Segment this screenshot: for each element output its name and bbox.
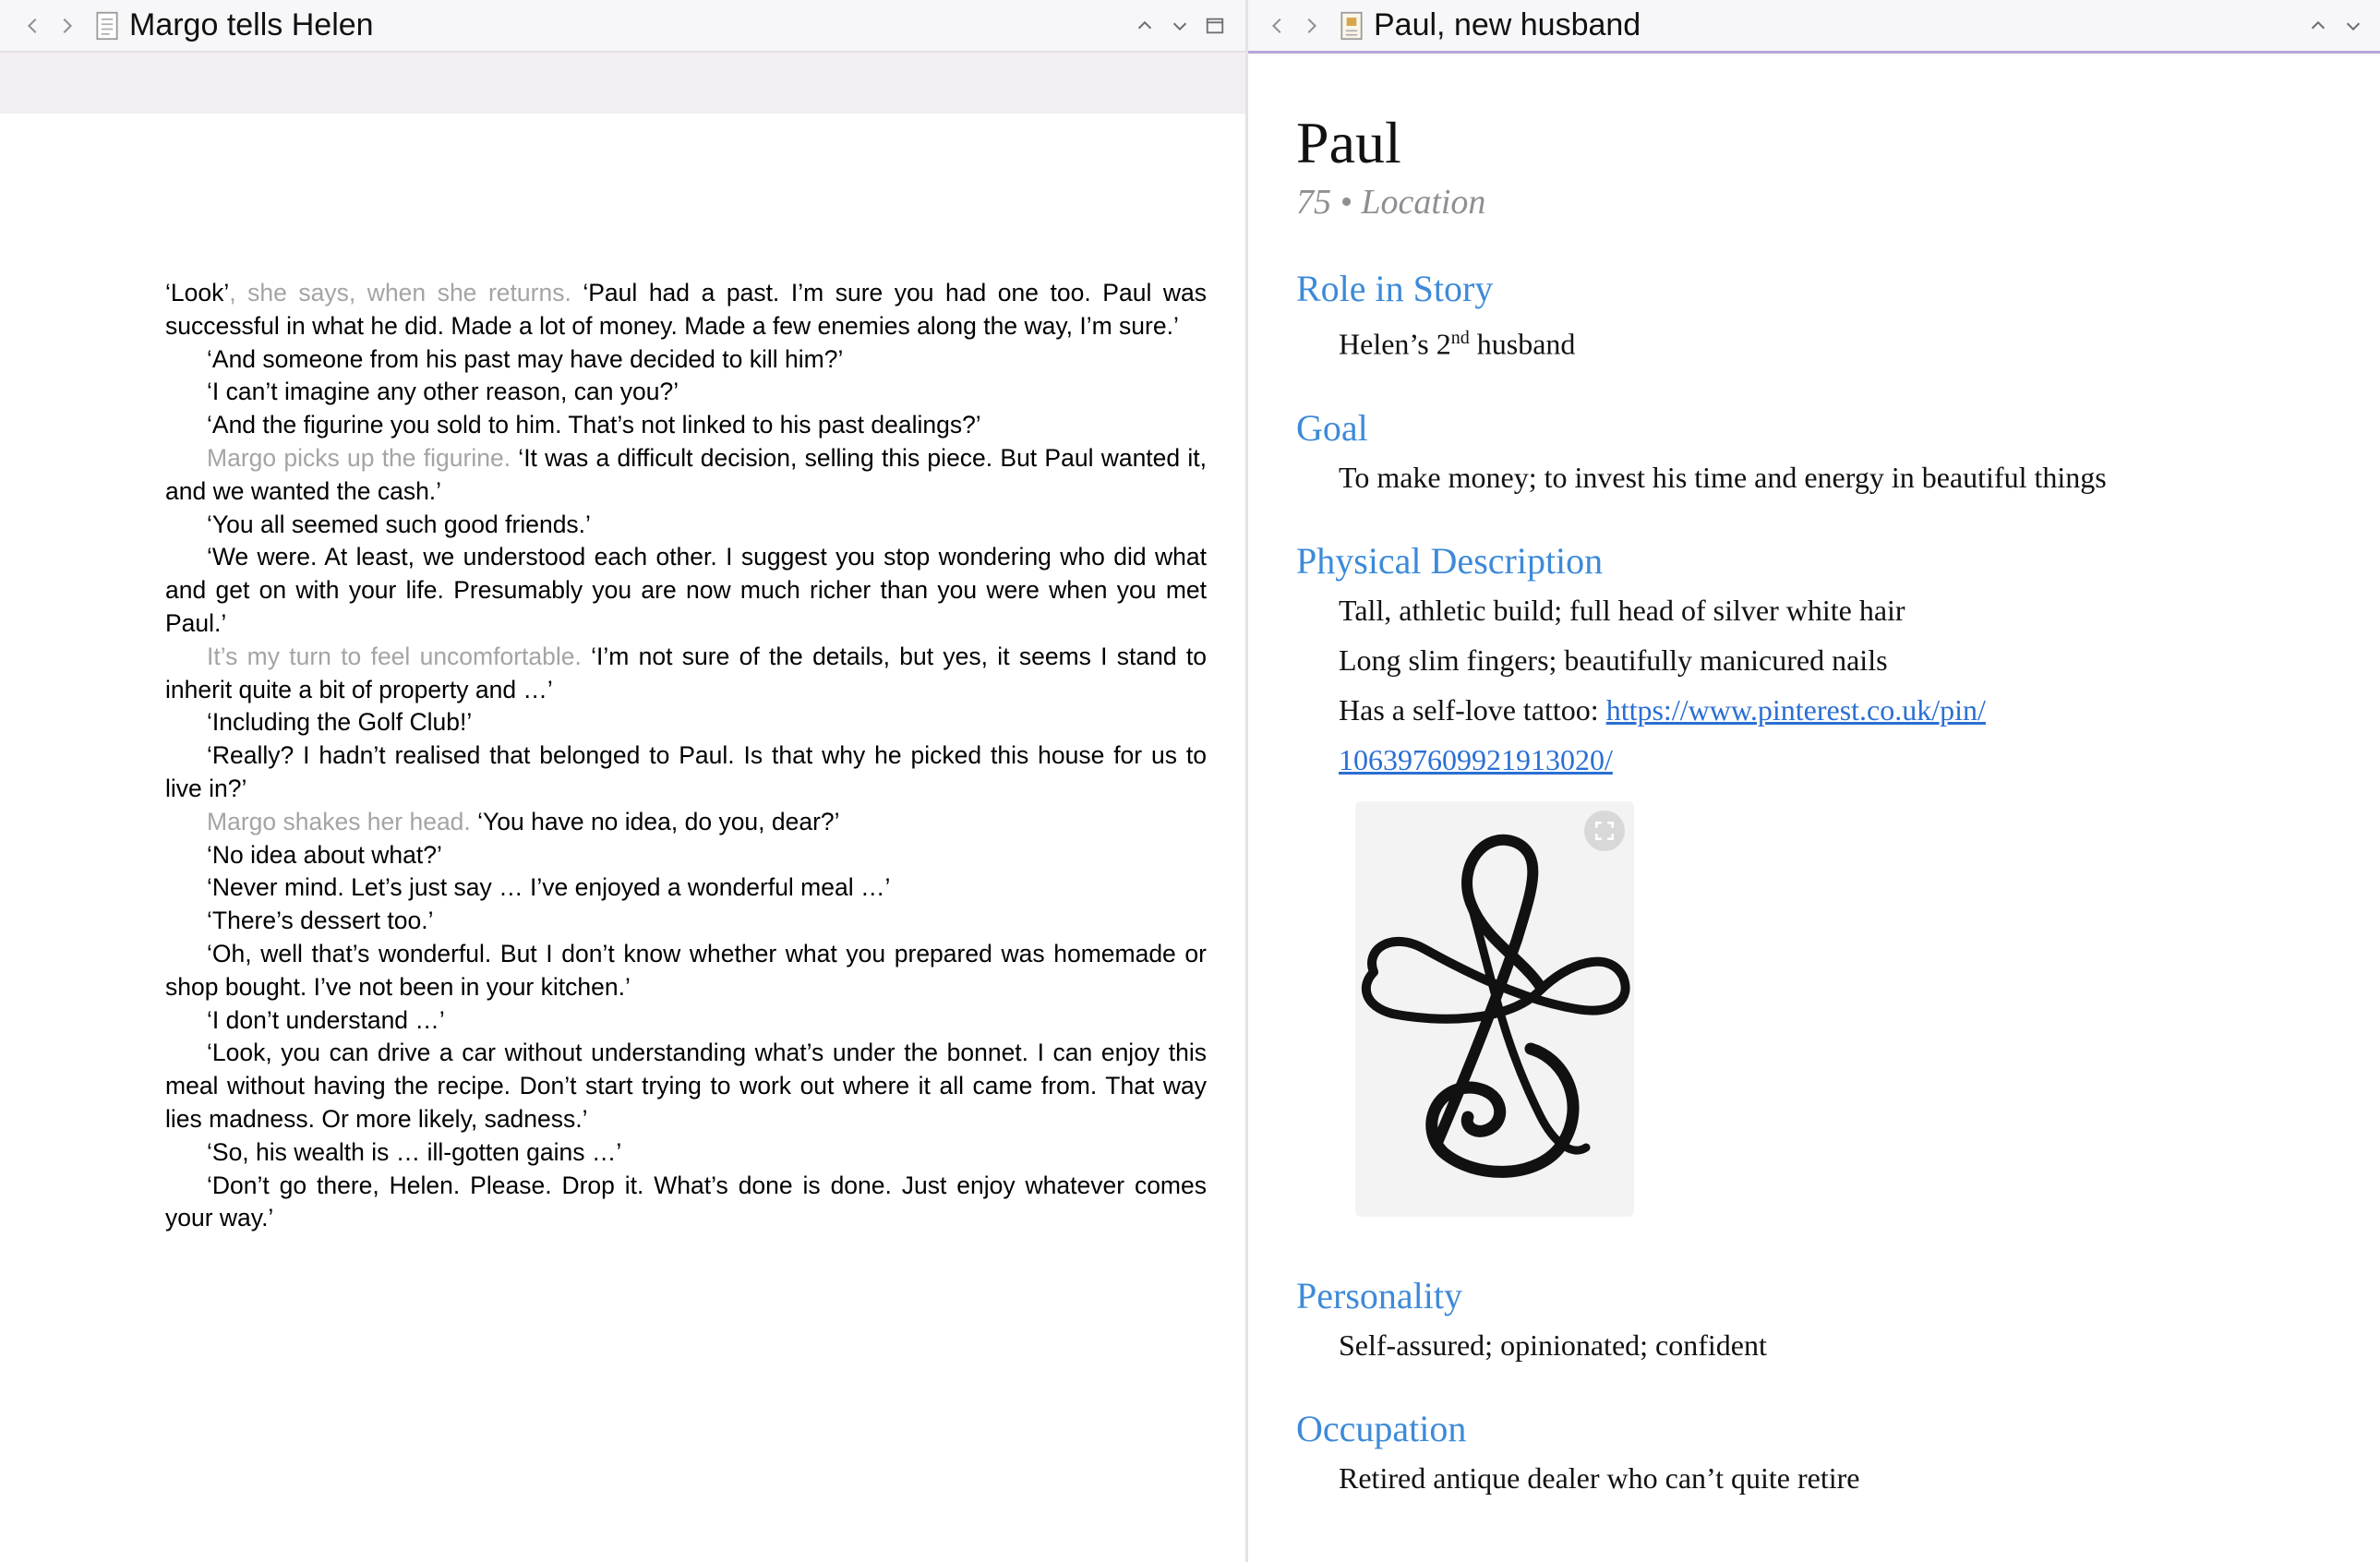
paragraph (165, 277, 1207, 343)
forward-button[interactable] (50, 7, 83, 44)
split-view-icon (1205, 16, 1225, 36)
action-text: It’s my turn to feel uncomfortable. (207, 642, 582, 670)
self-love-symbol-image (1355, 801, 1634, 1217)
dialogue-text: ‘I’m not sure of the details, but yes, it seems I stand to inherit quite a bit of property and …’ (165, 642, 1207, 703)
chevron-left-icon (1268, 16, 1288, 36)
paragraph: ‘No idea about what?’ (207, 840, 442, 869)
chevron-up-icon (1135, 16, 1155, 36)
tattoo-link[interactable]: https://www.pinterest.co.uk/pin/ (1605, 692, 1986, 727)
character-sheet[interactable] (1296, 106, 2343, 1503)
personality-text: Self-assured; opinionated; confident (1339, 1328, 1767, 1362)
dialogue-text: ‘You have no idea, do you, dear?’ (470, 807, 840, 835)
goal-text: To make money; to invest his time and energy in beautiful things (1339, 460, 2107, 494)
paragraph: ‘Oh, well that’s wonderful. But I don’t know whether what you prepared was homemade or shop bought. I’ve not been in your kitchen.’ (165, 939, 1207, 1001)
tattoo-line (1296, 685, 2343, 785)
occupation-heading: Occupation (1296, 1407, 1467, 1449)
role-text (1296, 313, 2343, 369)
role-text-sup: nd (1450, 328, 1470, 348)
forward-button[interactable] (1294, 7, 1328, 44)
chevron-down-icon (1170, 16, 1190, 36)
chevron-left-icon (23, 16, 43, 36)
character-meta (1296, 182, 2343, 222)
dialogue-text: ‘Paul had a past. I’m sure you had one too. Paul was successful in what he did. Made a lot of money. Made a few enemies along the way, I’m sure.’ (165, 279, 1208, 340)
dialogue-text: ‘Look’ (165, 279, 230, 306)
image-expand-icon (1593, 819, 1617, 843)
chevron-down-icon (2343, 16, 2363, 36)
physical-line: Long slim fingers; beautifully manicured nails (1339, 643, 1888, 677)
action-text: Margo picks up the figurine. (207, 443, 511, 472)
chevron-right-icon (56, 16, 77, 36)
tattoo-image[interactable] (1355, 801, 1634, 1217)
header-band (0, 53, 1245, 114)
left-pane-title: Margo tells Helen (129, 7, 374, 42)
back-button[interactable] (1261, 7, 1294, 44)
paragraph (165, 806, 1207, 839)
previous-document-button[interactable] (1127, 7, 1162, 44)
document-icon (94, 9, 120, 42)
character-card-icon (1339, 9, 1364, 42)
character-sheet-pane (1248, 0, 2380, 1562)
paragraph: ‘And the figurine you sold to him. That’s not linked to his past dealings?’ (207, 411, 981, 439)
image-expand-button[interactable] (1584, 811, 1625, 851)
paragraph (165, 442, 1207, 509)
dialogue-text: ‘It was a difficult decision, selling this piece. But Paul wanted it, and we wanted the cash.’ (165, 443, 1208, 505)
tattoo-link-continued[interactable]: 106397609921913020/ (1339, 742, 1613, 776)
next-document-button[interactable] (2336, 7, 2371, 44)
occupation-text: Retired antique dealer who can’t quite retire (1339, 1460, 1860, 1495)
paragraph: ‘Really? I hadn’t realised that belonged to Paul. Is that why he picked this house for us to live in?’ (165, 741, 1207, 802)
role-heading: Role in Story (1296, 268, 1494, 309)
meta-label: Location (1361, 183, 1486, 222)
physical-line: Tall, athletic build; full head of silver white hair (1339, 593, 1905, 627)
personality-heading: Personality (1296, 1274, 1462, 1316)
paragraph: ‘I don’t understand …’ (207, 1005, 445, 1034)
paragraph: ‘Don’t go there, Helen. Please. Drop it. What’s done is done. Just enjoy whatever comes your way.’ (165, 1171, 1207, 1232)
back-button[interactable] (17, 7, 50, 44)
previous-document-button[interactable] (2301, 7, 2336, 44)
chevron-right-icon (1301, 16, 1321, 36)
paragraph: ‘Look, you can drive a car without understanding what’s under the bonnet. I can enjoy this meal without having the recipe. Don’t start trying to work out where it all came from. That way lies madness. Or more likely, sadness.’ (165, 1039, 1207, 1133)
role-text-post: husband (1469, 327, 1576, 361)
paragraph: ‘I can’t imagine any other reason, can you?’ (207, 378, 679, 406)
right-pane-title: Paul, new husband (1374, 7, 1641, 42)
manuscript-text[interactable] (165, 277, 1207, 1235)
left-pane-header (0, 0, 1245, 53)
paragraph: ‘And someone from his past may have decided to kill him?’ (207, 344, 844, 373)
action-text: , she says, when she returns. (229, 279, 571, 306)
paragraph: ‘You all seemed such good friends.’ (207, 510, 591, 538)
tattoo-prefix: Has a self-love tattoo: (1339, 692, 1606, 727)
paragraph: ‘Never mind. Let’s just say … I’ve enjoyed a wonderful meal …’ (207, 873, 891, 902)
physical-heading: Physical Description (1296, 539, 1604, 582)
role-text-pre: Helen’s 2 (1339, 327, 1451, 361)
paragraph (165, 641, 1207, 707)
meta-number: 75 (1296, 183, 1331, 222)
paragraph: ‘So, his wealth is … ill-gotten gains …’ (207, 1137, 622, 1166)
chevron-up-icon (2308, 16, 2328, 36)
action-text: Margo shakes her head. (207, 807, 471, 835)
meta-bullet: • (1340, 183, 1352, 222)
next-document-button[interactable] (1162, 7, 1197, 44)
character-name: Paul (1296, 110, 1401, 175)
paragraph: ‘We were. At least, we understood each other. I suggest you stop wondering who did what and get on with your life. Presumably you are now much richer than you were when you met Paul.’ (165, 543, 1207, 637)
right-pane-header (1248, 0, 2380, 54)
paragraph: ‘Including the Golf Club!’ (207, 708, 473, 737)
split-view-button[interactable] (1197, 7, 1232, 44)
goal-heading: Goal (1296, 406, 1368, 449)
paragraph: ‘There’s dessert too.’ (207, 907, 434, 935)
